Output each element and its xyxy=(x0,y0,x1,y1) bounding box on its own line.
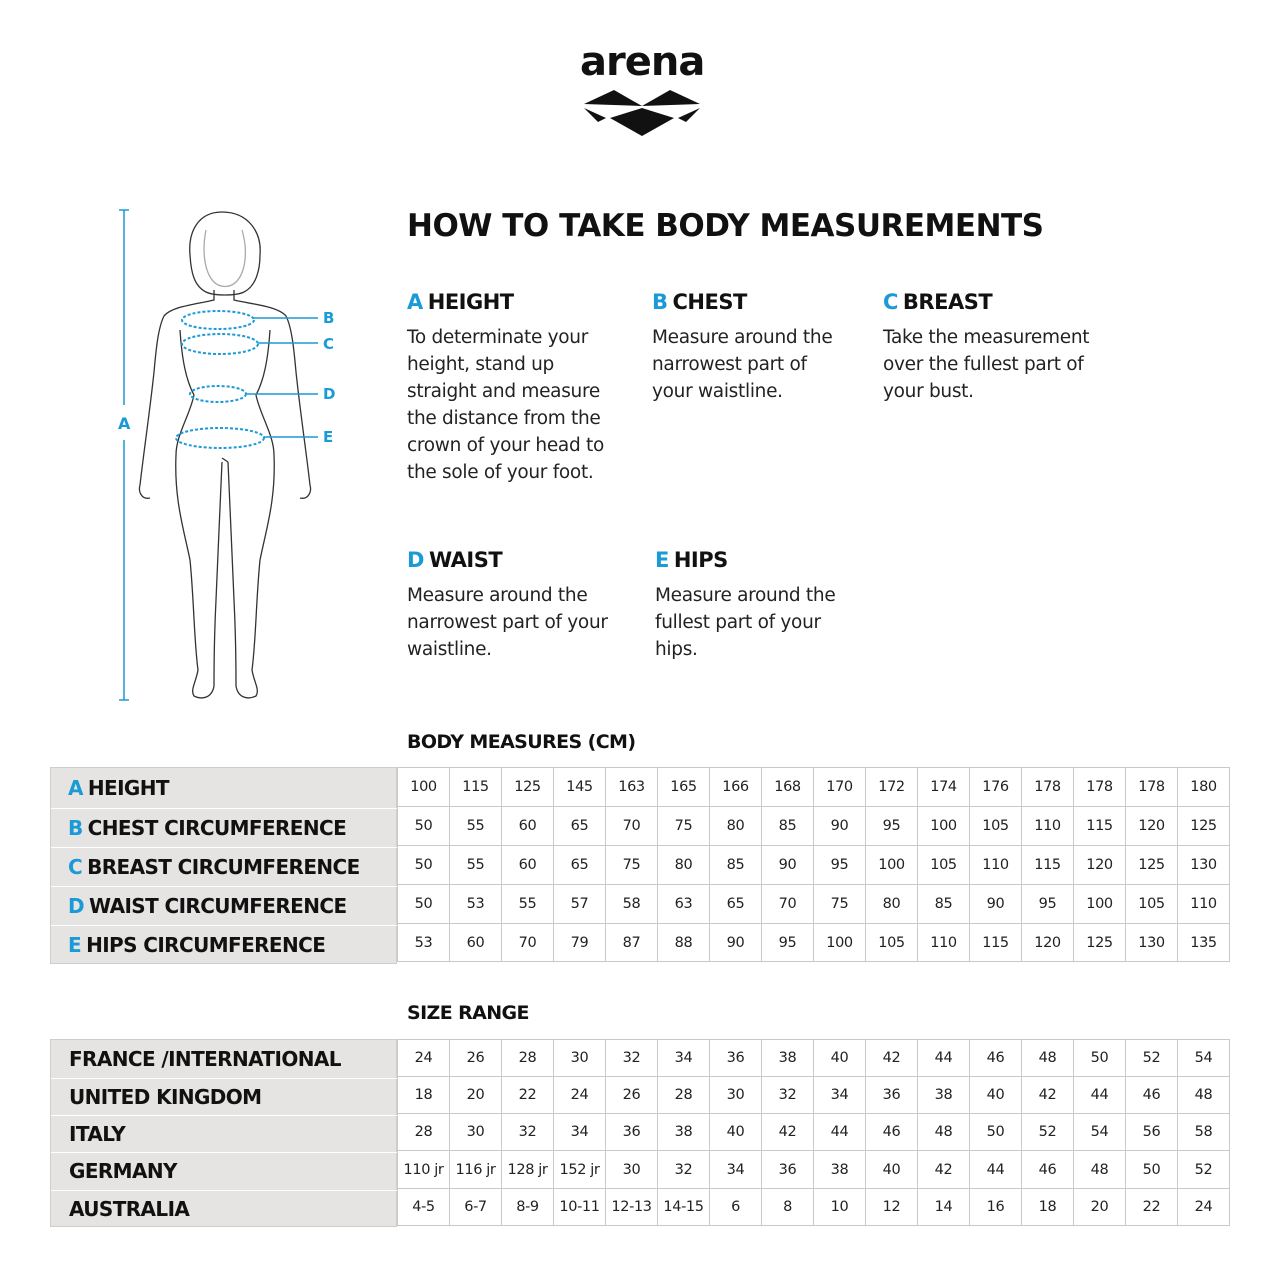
table-cell: 125 xyxy=(502,768,554,807)
table-cell: 28 xyxy=(658,1077,710,1114)
table-cell: 54 xyxy=(1074,1114,1126,1151)
table-cell: 115 xyxy=(1022,846,1074,885)
section-heading xyxy=(655,548,885,572)
table-cell: 70 xyxy=(762,885,814,924)
table-cell: 80 xyxy=(658,846,710,885)
figure-label-e: E xyxy=(323,428,334,446)
table-cell: 50 xyxy=(398,807,450,846)
brand-wordmark: arena xyxy=(580,39,705,85)
row-label: GERMANY xyxy=(69,1159,177,1183)
label-row-hips xyxy=(51,925,413,964)
table-cell: 172 xyxy=(866,768,918,807)
table-row xyxy=(398,924,1230,962)
table-cell: 52 xyxy=(1178,1151,1230,1189)
table-cell: 90 xyxy=(710,924,762,962)
table-cell: 44 xyxy=(970,1151,1022,1189)
table-cell: 10 xyxy=(814,1189,866,1226)
label-row-italy xyxy=(51,1115,414,1153)
body-figure-illustration xyxy=(110,200,350,710)
table-cell: 65 xyxy=(710,885,762,924)
table-cell: 36 xyxy=(710,1040,762,1077)
section-title: CHEST xyxy=(672,290,747,314)
table-cell: 75 xyxy=(658,807,710,846)
table-cell: 79 xyxy=(554,924,606,962)
table-cell: 22 xyxy=(502,1077,554,1114)
table-cell: 42 xyxy=(1022,1077,1074,1114)
table-cell: 38 xyxy=(814,1151,866,1189)
table-cell: 105 xyxy=(918,846,970,885)
table-cell: 85 xyxy=(762,807,814,846)
table-cell: 50 xyxy=(398,846,450,885)
table-cell: 100 xyxy=(1074,885,1126,924)
table-cell: 125 xyxy=(1126,846,1178,885)
table-cell: 110 xyxy=(970,846,1022,885)
table-cell: 46 xyxy=(1126,1077,1178,1114)
table-cell: 18 xyxy=(1022,1189,1074,1226)
table-cell: 55 xyxy=(502,885,554,924)
table-cell: 10-11 xyxy=(554,1189,606,1226)
table-cell: 163 xyxy=(606,768,658,807)
table-cell: 130 xyxy=(1126,924,1178,962)
row-letter: C xyxy=(68,854,83,879)
table-cell: 38 xyxy=(762,1040,814,1077)
table-cell: 178 xyxy=(1126,768,1178,807)
size-range-table xyxy=(397,1039,1230,1226)
table-cell: 125 xyxy=(1178,807,1230,846)
size-range-labels xyxy=(50,1039,397,1227)
table-cell: 110 xyxy=(918,924,970,962)
table-cell: 90 xyxy=(814,807,866,846)
section-title: HIPS xyxy=(673,548,728,572)
table-cell: 176 xyxy=(970,768,1022,807)
section-heading xyxy=(407,548,637,572)
row-label: FRANCE /INTERNATIONAL xyxy=(69,1047,341,1071)
table-cell: 58 xyxy=(606,885,658,924)
table-cell: 88 xyxy=(658,924,710,962)
table-cell: 100 xyxy=(866,846,918,885)
label-row-germany xyxy=(51,1152,414,1191)
table-cell: 105 xyxy=(1126,885,1178,924)
table-cell: 65 xyxy=(554,807,606,846)
table-cell: 50 xyxy=(398,885,450,924)
table-cell: 115 xyxy=(450,768,502,807)
table-cell: 85 xyxy=(918,885,970,924)
table-cell: 80 xyxy=(866,885,918,924)
section-letter: C xyxy=(883,290,898,314)
table-cell: 48 xyxy=(918,1114,970,1151)
section-letter: E xyxy=(655,548,669,572)
section-title: HEIGHT xyxy=(427,290,514,314)
table-cell: 55 xyxy=(450,807,502,846)
row-label: HEIGHT xyxy=(87,776,169,800)
table-cell: 46 xyxy=(866,1114,918,1151)
arena-logo xyxy=(580,40,704,140)
table-cell: 55 xyxy=(450,846,502,885)
table-cell: 26 xyxy=(606,1077,658,1114)
table-cell: 174 xyxy=(918,768,970,807)
table-cell: 80 xyxy=(710,807,762,846)
table-cell: 120 xyxy=(1074,846,1126,885)
section-letter: D xyxy=(407,548,424,572)
table-row xyxy=(398,768,1230,807)
row-letter: E xyxy=(68,932,82,957)
table-cell: 95 xyxy=(1022,885,1074,924)
figure-label-a: A xyxy=(118,414,131,433)
table-cell: 24 xyxy=(1178,1189,1230,1226)
body-measures-labels xyxy=(50,767,397,964)
table-cell: 95 xyxy=(814,846,866,885)
table-cell: 60 xyxy=(502,807,554,846)
section-title: WAIST xyxy=(428,548,503,572)
table-cell: 75 xyxy=(606,846,658,885)
figure-label-b: B xyxy=(323,309,335,327)
section-title: BREAST xyxy=(902,290,993,314)
table-cell: 38 xyxy=(918,1077,970,1114)
table-cell: 6 xyxy=(710,1189,762,1226)
label-row-france xyxy=(51,1040,414,1079)
table-cell: 100 xyxy=(398,768,450,807)
table-cell: 53 xyxy=(398,924,450,962)
table-cell: 30 xyxy=(606,1151,658,1189)
table-cell: 16 xyxy=(970,1189,1022,1226)
table-cell: 46 xyxy=(970,1040,1022,1077)
section-text: To determinate your height, stand up straight and measure the distance from the crown of your head to the sole of your foot. xyxy=(407,327,604,483)
row-label: ITALY xyxy=(69,1121,126,1146)
table-cell: 40 xyxy=(814,1040,866,1077)
row-letter: B xyxy=(68,815,83,840)
section-chest xyxy=(652,290,882,405)
section-heading xyxy=(407,290,637,314)
section-heading xyxy=(652,290,882,314)
section-waist xyxy=(407,548,637,663)
table-cell: 50 xyxy=(1074,1040,1126,1077)
table-cell: 14-15 xyxy=(658,1189,710,1226)
table-cell: 170 xyxy=(814,768,866,807)
page-title: HOW TO TAKE BODY MEASUREMENTS xyxy=(407,208,1044,244)
section-text: Measure around the narrowest part of your waistline. xyxy=(652,327,833,402)
table-cell: 50 xyxy=(970,1114,1022,1151)
table-cell: 116 jr xyxy=(450,1151,502,1189)
table-cell: 26 xyxy=(450,1040,502,1077)
table-cell: 120 xyxy=(1022,924,1074,962)
table-cell: 70 xyxy=(502,924,554,962)
table-cell: 12-13 xyxy=(606,1189,658,1226)
table-cell: 44 xyxy=(814,1114,866,1151)
table-cell: 85 xyxy=(710,846,762,885)
size-range-title: SIZE RANGE xyxy=(407,1002,529,1024)
table-cell: 40 xyxy=(866,1151,918,1189)
table-cell: 115 xyxy=(970,924,1022,962)
row-label: WAIST CIRCUMFERENCE xyxy=(89,893,347,918)
table-cell: 100 xyxy=(814,924,866,962)
table-row xyxy=(398,1040,1230,1077)
table-cell: 48 xyxy=(1178,1077,1230,1114)
table-cell: 60 xyxy=(450,924,502,962)
table-cell: 166 xyxy=(710,768,762,807)
table-cell: 110 jr xyxy=(398,1151,450,1189)
table-cell: 52 xyxy=(1126,1040,1178,1077)
section-hips xyxy=(655,548,885,663)
table-cell: 70 xyxy=(606,807,658,846)
table-cell: 40 xyxy=(970,1077,1022,1114)
table-cell: 95 xyxy=(762,924,814,962)
row-label: CHEST CIRCUMFERENCE xyxy=(87,815,347,840)
table-cell: 20 xyxy=(450,1077,502,1114)
figure-label-d: D xyxy=(323,385,336,403)
section-letter: A xyxy=(407,290,423,314)
table-cell: 36 xyxy=(866,1077,918,1114)
table-cell: 115 xyxy=(1074,807,1126,846)
table-cell: 128 jr xyxy=(502,1151,554,1189)
table-row xyxy=(398,1114,1230,1151)
table-row xyxy=(398,807,1230,846)
section-heading xyxy=(883,290,1113,314)
table-cell: 87 xyxy=(606,924,658,962)
table-cell: 48 xyxy=(1022,1040,1074,1077)
section-letter: B xyxy=(652,290,668,314)
table-cell: 90 xyxy=(762,846,814,885)
table-cell: 18 xyxy=(398,1077,450,1114)
table-cell: 63 xyxy=(658,885,710,924)
table-cell: 110 xyxy=(1178,885,1230,924)
row-label: UNITED KINGDOM xyxy=(69,1084,262,1109)
table-cell: 36 xyxy=(606,1114,658,1151)
table-cell: 30 xyxy=(710,1077,762,1114)
table-cell: 178 xyxy=(1022,768,1074,807)
table-cell: 46 xyxy=(1022,1151,1074,1189)
table-row xyxy=(398,885,1230,924)
label-row-breast xyxy=(51,847,413,887)
table-cell: 105 xyxy=(866,924,918,962)
table-cell: 52 xyxy=(1022,1114,1074,1151)
table-cell: 165 xyxy=(658,768,710,807)
table-cell: 50 xyxy=(1126,1151,1178,1189)
table-cell: 14 xyxy=(918,1189,970,1226)
table-cell: 32 xyxy=(502,1114,554,1151)
table-cell: 32 xyxy=(762,1077,814,1114)
table-cell: 42 xyxy=(918,1151,970,1189)
diamond-logo-icon xyxy=(580,84,704,140)
table-cell: 34 xyxy=(814,1077,866,1114)
table-row xyxy=(398,846,1230,885)
table-cell: 28 xyxy=(502,1040,554,1077)
table-cell: 32 xyxy=(606,1040,658,1077)
table-cell: 60 xyxy=(502,846,554,885)
body-measures-title: BODY MEASURES (CM) xyxy=(407,731,636,753)
table-cell: 57 xyxy=(554,885,606,924)
table-cell: 36 xyxy=(762,1151,814,1189)
table-cell: 90 xyxy=(970,885,1022,924)
figure-label-c: C xyxy=(323,335,335,353)
label-row-waist xyxy=(51,886,413,926)
table-cell: 125 xyxy=(1074,924,1126,962)
table-cell: 28 xyxy=(398,1114,450,1151)
body-measures-table xyxy=(397,767,1230,962)
table-cell: 12 xyxy=(866,1189,918,1226)
table-cell: 53 xyxy=(450,885,502,924)
section-height xyxy=(407,290,637,486)
table-cell: 48 xyxy=(1074,1151,1126,1189)
table-cell: 34 xyxy=(554,1114,606,1151)
body-outline-icon xyxy=(110,200,350,710)
height-dimension-line xyxy=(119,210,129,700)
label-row-height xyxy=(51,768,413,809)
table-cell: 130 xyxy=(1178,846,1230,885)
table-cell: 180 xyxy=(1178,768,1230,807)
table-cell: 56 xyxy=(1126,1114,1178,1151)
table-cell: 120 xyxy=(1126,807,1178,846)
label-row-australia xyxy=(51,1190,414,1227)
table-cell: 34 xyxy=(658,1040,710,1077)
table-cell: 4-5 xyxy=(398,1189,450,1226)
table-cell: 30 xyxy=(450,1114,502,1151)
table-cell: 110 xyxy=(1022,807,1074,846)
section-text: Measure around the narrowest part of your waistline. xyxy=(407,585,608,660)
row-label: AUSTRALIA xyxy=(69,1196,190,1221)
table-cell: 40 xyxy=(710,1114,762,1151)
table-cell: 42 xyxy=(762,1114,814,1151)
table-cell: 30 xyxy=(554,1040,606,1077)
table-cell: 95 xyxy=(866,807,918,846)
table-cell: 178 xyxy=(1074,768,1126,807)
table-cell: 44 xyxy=(1074,1077,1126,1114)
section-text: Measure around the fullest part of your hips. xyxy=(655,585,836,660)
row-letter: D xyxy=(68,893,85,918)
table-cell: 75 xyxy=(814,885,866,924)
table-cell: 38 xyxy=(658,1114,710,1151)
label-row-uk xyxy=(51,1078,414,1116)
section-breast xyxy=(883,290,1113,405)
table-cell: 44 xyxy=(918,1040,970,1077)
table-row xyxy=(398,1077,1230,1114)
table-cell: 8 xyxy=(762,1189,814,1226)
table-cell: 58 xyxy=(1178,1114,1230,1151)
table-cell: 24 xyxy=(554,1077,606,1114)
table-cell: 42 xyxy=(866,1040,918,1077)
table-cell: 22 xyxy=(1126,1189,1178,1226)
table-row xyxy=(398,1151,1230,1189)
table-cell: 145 xyxy=(554,768,606,807)
table-cell: 168 xyxy=(762,768,814,807)
table-cell: 152 jr xyxy=(554,1151,606,1189)
table-cell: 24 xyxy=(398,1040,450,1077)
table-cell: 54 xyxy=(1178,1040,1230,1077)
table-cell: 8-9 xyxy=(502,1189,554,1226)
table-cell: 65 xyxy=(554,846,606,885)
row-letter: A xyxy=(68,776,83,800)
table-cell: 6-7 xyxy=(450,1189,502,1226)
table-cell: 34 xyxy=(710,1151,762,1189)
table-row xyxy=(398,1189,1230,1226)
row-label: BREAST CIRCUMFERENCE xyxy=(87,854,360,879)
table-cell: 100 xyxy=(918,807,970,846)
label-row-chest xyxy=(51,808,413,848)
table-cell: 105 xyxy=(970,807,1022,846)
section-text: Take the measurement over the fullest part of your bust. xyxy=(883,327,1090,402)
table-cell: 135 xyxy=(1178,924,1230,962)
table-cell: 20 xyxy=(1074,1189,1126,1226)
table-cell: 32 xyxy=(658,1151,710,1189)
row-label: HIPS CIRCUMFERENCE xyxy=(86,932,326,957)
